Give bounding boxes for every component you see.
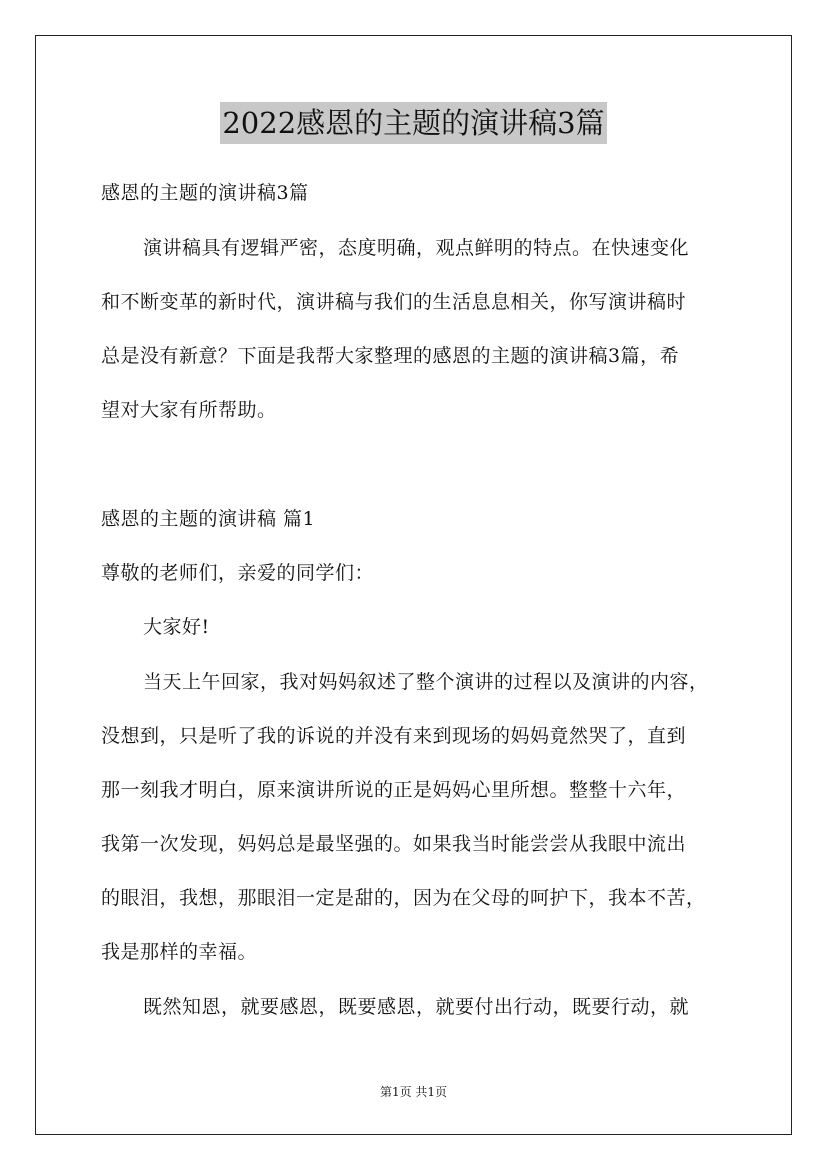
para1-line-5: 的眼泪，我想，那眼泪一定是甜的，因为在父母的呵护下，我本不苦， <box>101 887 706 909</box>
para1-line-6: 我是那样的幸福。 <box>101 941 258 963</box>
page-footer: 第1页 共1页 <box>379 1085 448 1099</box>
title-wrap <box>0 102 827 144</box>
section-heading: 感恩的主题的演讲稿 篇1 <box>101 508 316 530</box>
para1-line-2: 没想到，只是听了我的诉说的并没有来到现场的妈妈竟然哭了，直到 <box>101 725 687 747</box>
document-subtitle: 感恩的主题的演讲稿3篇 <box>101 182 309 204</box>
intro-line-2: 和不断变革的新时代，演讲稿与我们的生活息息相关，你写演讲稿时 <box>101 291 687 313</box>
para1-line-3: 那一刻我才明白，原来演讲所说的正是妈妈心里所想。整整十六年， <box>101 779 687 801</box>
salutation: 尊敬的老师们，亲爱的同学们： <box>101 562 375 584</box>
intro-line-4: 望对大家有所帮助。 <box>101 399 277 421</box>
greeting: 大家好! <box>143 616 210 638</box>
intro-line-1: 演讲稿具有逻辑严密，态度明确，观点鲜明的特点。在快速变化 <box>143 237 690 259</box>
para1-line-1: 当天上午回家，我对妈妈叙述了整个演讲的过程以及演讲的内容， <box>143 671 709 693</box>
intro-line-3: 总是没有新意？下面是我帮大家整理的感恩的主题的演讲稿3篇，希 <box>101 345 680 367</box>
para1-line-4: 我第一次发现，妈妈总是最坚强的。如果我当时能尝尝从我眼中流出 <box>101 833 687 855</box>
document-title: 2022感恩的主题的演讲稿3篇 <box>220 102 606 144</box>
para2-line-1: 既然知恩，就要感恩，既要感恩，就要付出行动，既要行动，就 <box>143 996 690 1018</box>
